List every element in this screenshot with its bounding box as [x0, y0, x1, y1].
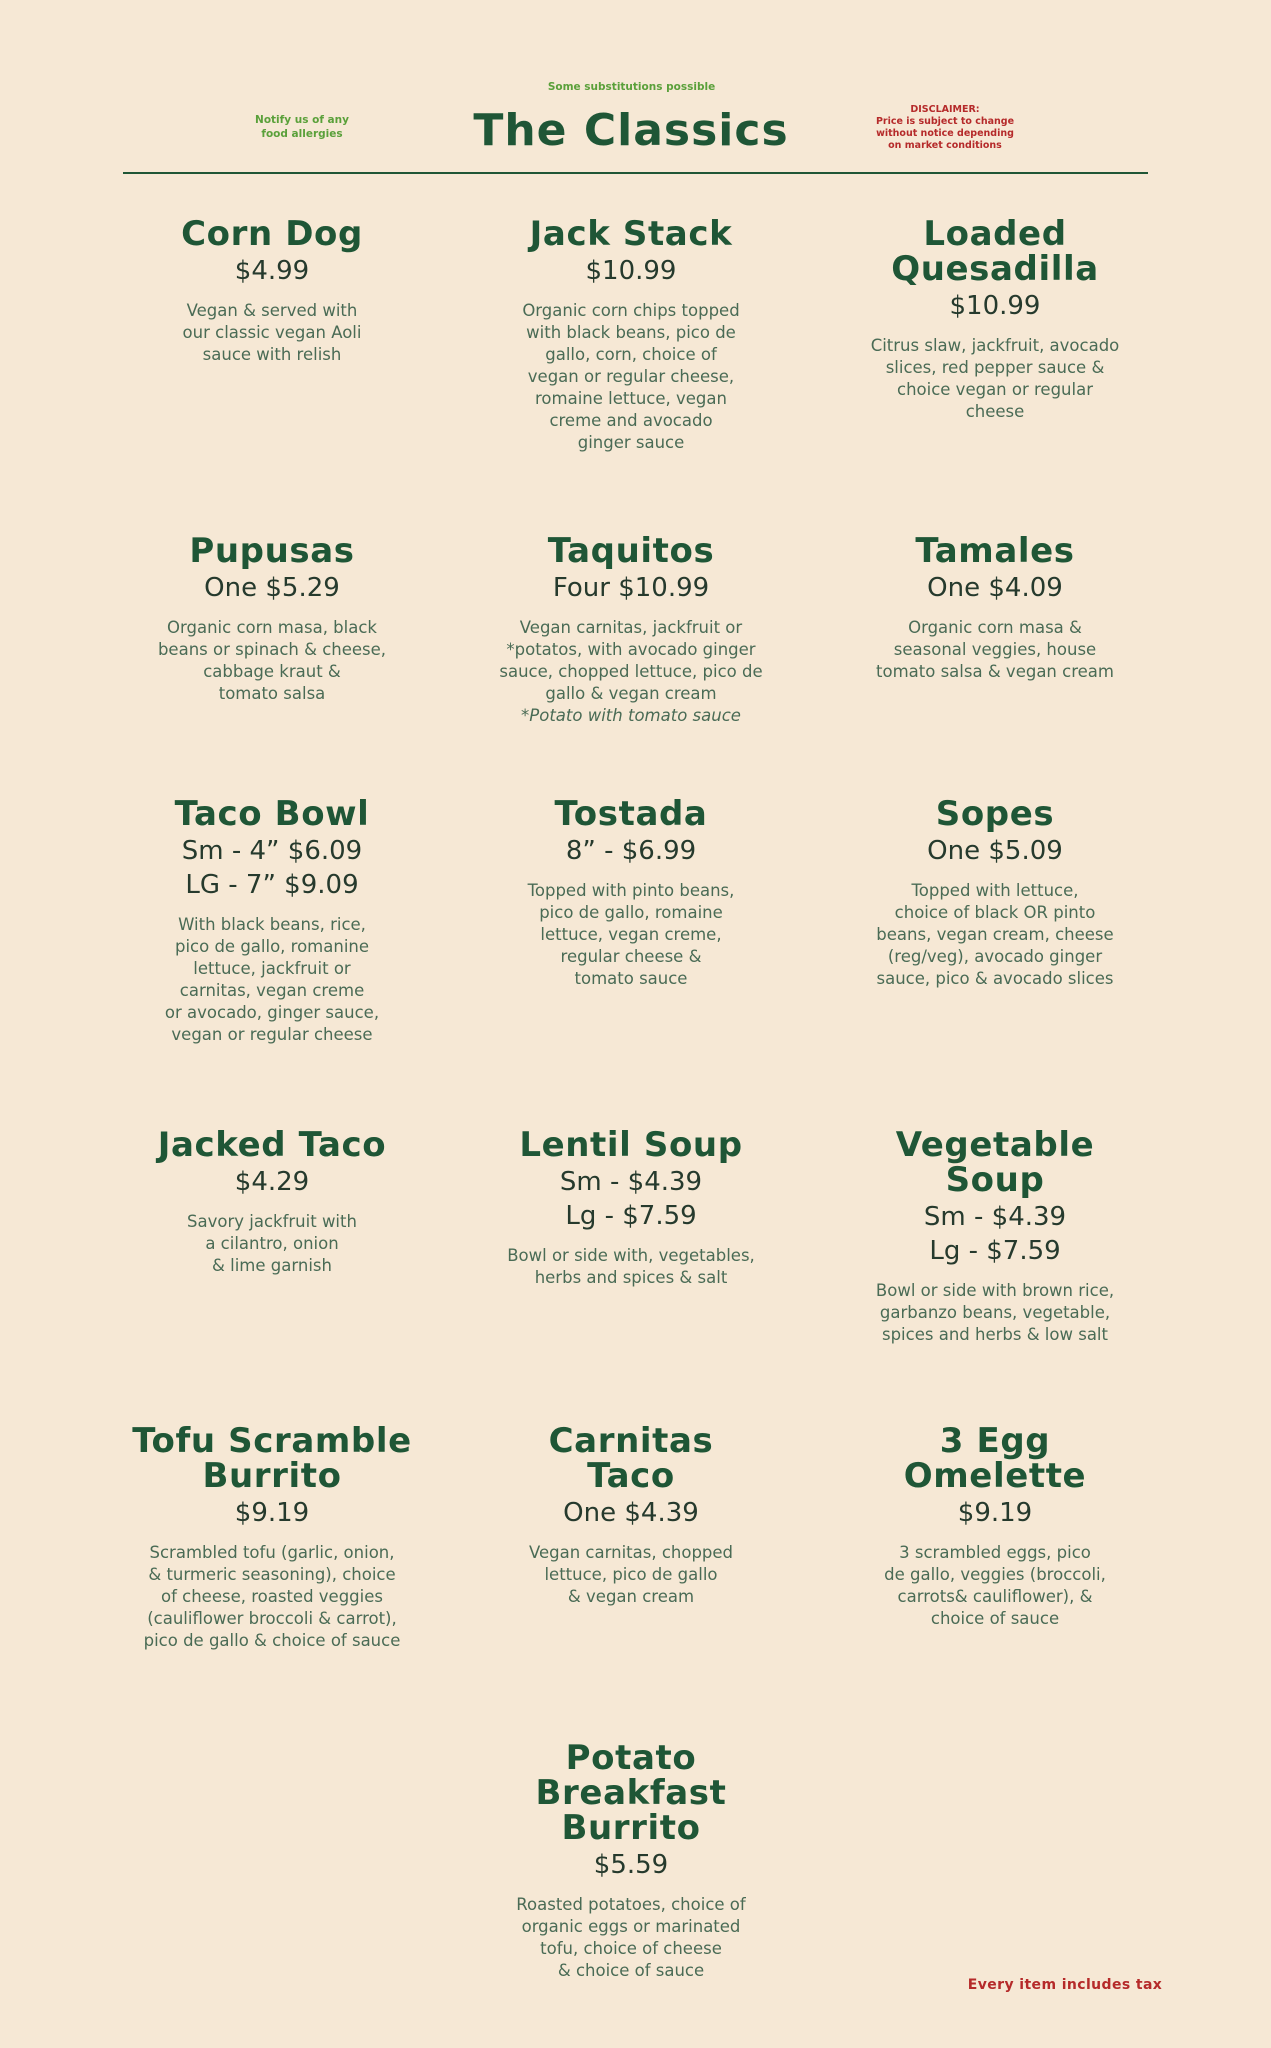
- item-description: Vegan & served with our classic vegan Aoli sauce with relish: [182, 301, 362, 364]
- item-footnote: *Potato with tomato sauce: [521, 706, 741, 725]
- item-description: Bowl or side with, vegetables, herbs and spices & salt: [507, 1246, 755, 1287]
- item-price: Sm - $4.39 Lg - $7.59: [923, 1202, 1067, 1266]
- menu-item-jacked-taco: [112, 1125, 432, 1277]
- item-price: One $4.09: [927, 573, 1063, 603]
- menu-item-taquitos: [471, 531, 791, 727]
- item-price: One $5.09: [927, 836, 1063, 866]
- item-name: Sopes: [935, 794, 1055, 834]
- menu-item-pupusas: [112, 531, 432, 705]
- item-description: Vegan carnitas, chopped lettuce, pico de gallo & vegan cream: [528, 1543, 734, 1606]
- item-name: Tofu Scramble Burrito: [132, 1421, 412, 1496]
- item-price: $4.29: [234, 1167, 310, 1197]
- substitutions-note: Some substitutions possible: [547, 81, 716, 93]
- menu-item-tostada: [471, 794, 791, 990]
- menu-item-carnitas-taco: [471, 1421, 791, 1608]
- menu-item-lentil-soup: [471, 1125, 791, 1289]
- item-price: $9.19: [957, 1498, 1033, 1528]
- item-description: With black beans, rice, pico de gallo, romanine lettuce, jackfruit or carnitas, vegan creme or avocado, ginger sauce, vegan or regular cheese: [164, 915, 380, 1044]
- item-price: Sm - 4” $6.09 LG - 7” $9.09: [181, 836, 363, 900]
- menu-item-sopes: [835, 794, 1155, 990]
- item-name: Corn Dog: [181, 214, 363, 254]
- item-description: Organic corn masa, black beans or spinach & cheese, cabbage kraut & tomato salsa: [157, 618, 387, 703]
- item-description: Organic corn masa & seasonal veggies, house tomato salsa & vegan cream: [876, 618, 1114, 681]
- item-description: Organic corn chips topped with black beans, pico de gallo, corn, choice of vegan or regular cheese, romaine lettuce, vegan creme and avocado ginger sauce: [522, 301, 740, 452]
- disclaimer-note: DISCLAIMER: Price is subject to change without notice depending on market conditions: [875, 104, 1015, 151]
- item-description: Topped with lettuce, choice of black OR pinto beans, vegan cream, cheese (reg/veg), avocado ginger sauce, pico & avocado slices: [876, 881, 1114, 988]
- item-description: Scrambled tofu (garlic, onion, & turmeric seasoning), choice of cheese, roasted veggies (cauliflower broccoli & carrot), pico de gallo & choice of sauce: [143, 1543, 401, 1650]
- item-name: Jacked Taco: [157, 1125, 387, 1165]
- tax-note: Every item includes tax: [967, 1977, 1163, 1993]
- item-price: One $5.29: [204, 573, 340, 603]
- item-description: Roasted potatoes, choice of organic eggs or marinated tofu, choice of cheese & choice of sauce: [516, 1895, 746, 1980]
- item-name: Carnitas Taco: [548, 1421, 714, 1496]
- menu-item-loaded-quesadilla: [835, 214, 1155, 423]
- page-title: The Classics: [473, 105, 789, 156]
- item-name: Loaded Quesadilla: [891, 214, 1099, 289]
- item-name: Tamales: [915, 531, 1075, 571]
- item-name: Vegetable Soup: [895, 1125, 1095, 1200]
- item-price: 8” - $6.99: [565, 836, 697, 866]
- item-price: $9.19: [234, 1498, 310, 1528]
- item-description: Citrus slaw, jackfruit, avocado slices, red pepper sauce & choice vegan or regular cheese: [870, 336, 1120, 421]
- item-description: Topped with pinto beans, pico de gallo, romaine lettuce, vegan creme, regular cheese & tomato sauce: [527, 881, 735, 988]
- menu-item-corn-dog: [112, 214, 432, 366]
- item-price: $10.99: [585, 256, 677, 286]
- item-description: Bowl or side with brown rice, garbanzo beans, vegetable, spices and herbs & low salt: [875, 1281, 1115, 1344]
- menu-item-jack-stack: [471, 214, 791, 454]
- menu-item-potato-breakfast-burrito: [471, 1738, 791, 1982]
- item-name: Jack Stack: [529, 214, 733, 254]
- item-price: One $4.39: [563, 1498, 699, 1528]
- allergy-note: Notify us of any food allergies: [255, 114, 349, 140]
- item-name: Taquitos: [547, 531, 715, 571]
- item-price: $4.99: [234, 256, 310, 286]
- item-name: Tostada: [554, 794, 708, 834]
- menu-item-3-egg-omelette: [835, 1421, 1155, 1630]
- title-divider: [123, 172, 1148, 174]
- menu-item-taco-bowl: [112, 794, 432, 1046]
- item-name: Pupusas: [189, 531, 355, 571]
- item-name: Potato Breakfast Burrito: [535, 1738, 727, 1848]
- menu-item-vegetable-soup: [835, 1125, 1155, 1346]
- item-price: $10.99: [949, 291, 1041, 321]
- item-description: 3 scrambled eggs, pico de gallo, veggies (broccoli, carrots& cauliflower), & choice of sauce: [884, 1543, 1106, 1628]
- item-price: $5.59: [593, 1850, 669, 1880]
- item-price: Four $10.99: [552, 573, 710, 603]
- item-name: Taco Bowl: [174, 794, 370, 834]
- menu-item-tamales: [835, 531, 1155, 683]
- item-description: Vegan carnitas, jackfruit or *potatos, with avocado ginger sauce, chopped lettuce, pico de gallo & vegan cream: [499, 618, 763, 703]
- item-name: Lentil Soup: [519, 1125, 743, 1165]
- item-name: 3 Egg Omelette: [903, 1421, 1087, 1496]
- item-description: Savory jackfruit with a cilantro, onion & lime garnish: [187, 1212, 357, 1275]
- item-price: Sm - $4.39 Lg - $7.59: [559, 1167, 703, 1231]
- menu-item-tofu-scramble-burrito: [112, 1421, 432, 1652]
